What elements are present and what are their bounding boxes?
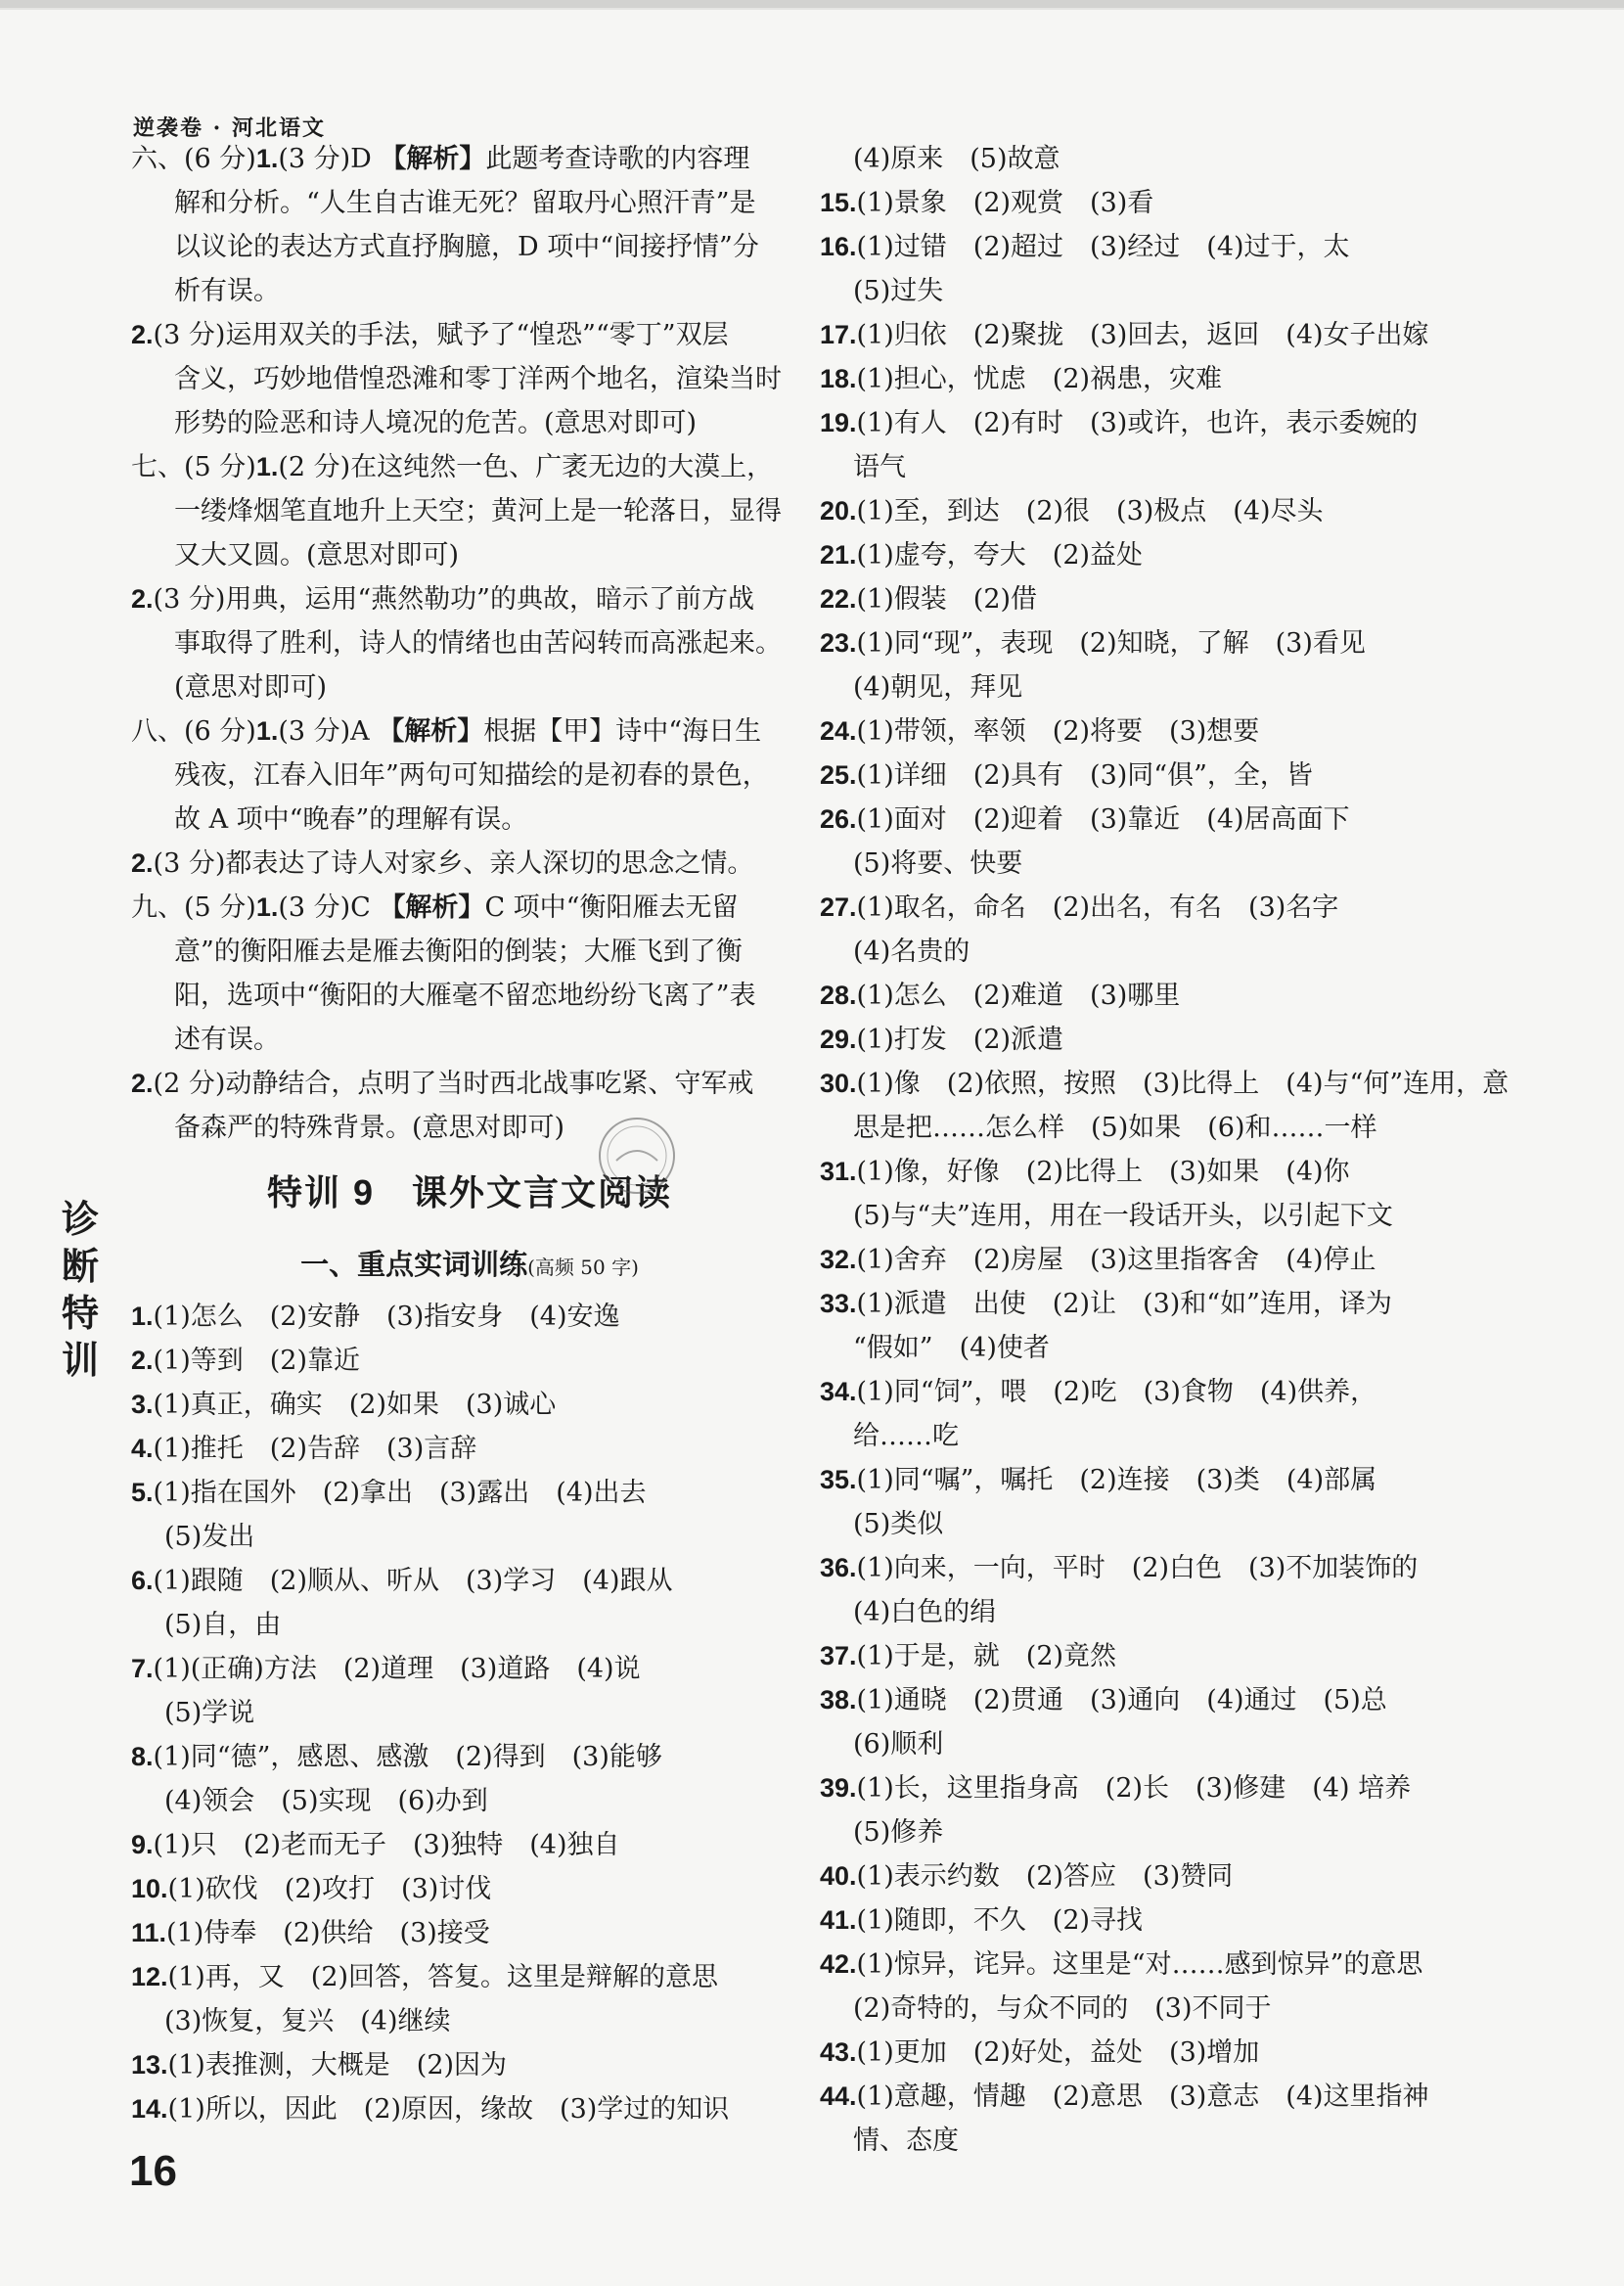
answer-text: 给……吃 (853, 1421, 959, 1451)
item-number: 23. (820, 628, 857, 658)
answer-line (820, 1722, 1495, 1766)
subtitle-text: 一、重点实词训练 (300, 1250, 528, 1281)
answer-line (820, 1062, 1510, 1106)
answer-text: (1)表示约数 (2)答应 (3)赞同 (856, 1861, 1234, 1892)
analysis-text: 此题考查诗歌的内容理 (485, 144, 750, 174)
item-number: 22. (820, 584, 857, 614)
item-number: 24. (820, 716, 857, 746)
answer-line (820, 1810, 1495, 1854)
item-number: 39. (820, 1773, 857, 1803)
answer-line (131, 1955, 808, 1999)
answer-text: (1)通晓 (2)贯通 (3)通向 (4)通过 (5)总 (856, 1685, 1387, 1715)
section-subtitle (131, 1236, 808, 1295)
item-number: 9. (131, 1830, 154, 1859)
running-header: 逆袭卷 · 河北语文 (133, 115, 326, 141)
answer-text: (1)怎么 (2)安静 (3)指安身 (4)安逸 (153, 1302, 620, 1332)
answer-line (131, 1062, 808, 1106)
answer-line (820, 1898, 1495, 1943)
answer-text: (1)过错 (2)超过 (3)经过 (4)过于，太 (856, 232, 1350, 262)
answer-line (820, 1106, 1495, 1150)
answer-text: (2 分)动静结合，点明了当时西北战事吃紧、守军戒 (153, 1069, 754, 1099)
answer-line (820, 445, 1495, 489)
answer-line (131, 1018, 808, 1062)
answer-line (820, 1766, 1495, 1810)
answer-line (820, 1987, 1495, 2031)
item-number: 1. (255, 452, 279, 481)
item-number: 37. (820, 1641, 857, 1670)
answer-text: 析有误。 (174, 276, 280, 306)
answer-line (820, 137, 1495, 181)
answer-line (820, 974, 1495, 1018)
answer-text: (1)更加 (2)好处，益处 (3)增加 (856, 2037, 1260, 2068)
item-number: 20. (820, 496, 857, 526)
answer-line (131, 1339, 808, 1383)
answer-text: 又大又圆。(意思对即可) (174, 540, 460, 571)
analysis-tag: 【解析】 (379, 892, 485, 923)
answer-line (820, 1326, 1495, 1370)
item-number: 34. (820, 1377, 857, 1406)
answer-text: (1)向来，一向，平时 (2)白色 (3)不加装饰的 (856, 1553, 1419, 1583)
item-number: 3. (131, 1390, 154, 1419)
answer-line (131, 1867, 808, 1911)
section-title: 特训 9 课外文言文阅读 (266, 1172, 673, 1212)
item-number: 13. (131, 2050, 168, 2080)
answer-line (131, 181, 808, 225)
side-tab (57, 1196, 104, 1384)
answer-text: (3)恢复，复兴 (4)继续 (164, 2006, 451, 2036)
answer-line (820, 1502, 1495, 1546)
answer-line (820, 225, 1495, 269)
answer-text: (4)白色的绢 (853, 1597, 997, 1627)
item-number: 36. (820, 1553, 857, 1582)
item-number: 28. (820, 981, 857, 1010)
answer-text: (1)(正确)方法 (2)道理 (3)道路 (4)说 (153, 1654, 641, 1684)
answer-line (131, 577, 808, 621)
answer-line (131, 1823, 808, 1867)
answer-line (131, 313, 808, 357)
answer-line (131, 2087, 808, 2131)
answer-text: (3 分)用典，运用“燕然勒功”的典故，暗示了前方战 (153, 584, 754, 615)
item-number: 2. (131, 1069, 154, 1098)
answer-text: 残夜，江春入旧年”两句可知描绘的是初春的景色， (174, 760, 769, 791)
answer-text: (1)怎么 (2)难道 (3)哪里 (856, 981, 1181, 1011)
answer-line (131, 798, 808, 842)
item-number: 11. (131, 1918, 167, 1947)
answer-line (131, 709, 808, 754)
answer-line (131, 665, 808, 709)
answer-text: 事取得了胜利，诗人的情绪也由苦闷转而高涨起来。 (174, 628, 782, 659)
item-number: 1. (255, 144, 279, 173)
answer-text: “假如” (4)使者 (853, 1333, 1050, 1363)
answer-line (131, 1427, 808, 1471)
answer-text: (4)领会 (5)实现 (6)办到 (164, 1786, 488, 1816)
answer-line (131, 489, 808, 533)
answer-line (820, 1590, 1495, 1634)
answer-text: (1)惊异，诧异。这里是“对……感到惊异”的意思 (856, 1949, 1423, 1980)
answer-text: (1)随即，不久 (2)寻找 (856, 1905, 1144, 1936)
answer-text: 备森严的特殊背景。(意思对即可) (174, 1113, 565, 1143)
answer-text: (5)与“夫”连用，用在一段话开头，以引起下文 (853, 1201, 1393, 1231)
answer-text: (5)将要、快要 (853, 848, 1023, 879)
answer-text: (1)只 (2)老而无子 (3)独特 (4)独自 (153, 1830, 620, 1860)
answer-line (131, 533, 808, 577)
answer-list-poetry (131, 137, 808, 1150)
answer-text: (1)详细 (2)具有 (3)同“俱”，全，皆 (856, 760, 1313, 791)
answer-line (820, 754, 1495, 798)
answer-text: (1)像 (2)依照，按照 (3)比得上 (4)与“何”连用，意 (856, 1069, 1510, 1099)
question-group-label: 六、(6 分) (131, 144, 256, 174)
answer-text: (1)担心，忧虑 (2)祸患，灾难 (856, 364, 1223, 394)
answer-line (820, 1370, 1495, 1414)
answer-text: 故 A 项中“晚春”的理解有误。 (174, 804, 528, 835)
item-number: 26. (820, 804, 857, 834)
answer-line (131, 1515, 808, 1559)
item-number: 44. (820, 2081, 857, 2111)
answer-text: 述有误。 (174, 1025, 280, 1055)
answer-line (820, 665, 1495, 709)
answer-text: (5)发出 (164, 1522, 255, 1552)
answer-line (820, 269, 1495, 313)
answer-line (131, 137, 808, 181)
answer-text: (1)等到 (2)靠近 (153, 1346, 361, 1376)
answer-line (820, 1634, 1495, 1678)
answer-text: (2 分)在这纯然一色、广袤无边的大漠上， (278, 452, 774, 482)
answer-line (820, 886, 1495, 930)
answer-line (820, 489, 1495, 533)
left-column (131, 137, 808, 2131)
answer-text: (6)顺利 (853, 1729, 944, 1760)
answer-line (131, 2043, 808, 2087)
answer-line (131, 1106, 808, 1150)
answer-text: (1)跟随 (2)顺从、听从 (3)学习 (4)跟从 (153, 1566, 673, 1596)
answer-line (131, 269, 808, 313)
item-number: 31. (820, 1157, 857, 1186)
answer-line (131, 621, 808, 665)
answer-text: (1)假装 (2)借 (856, 584, 1038, 615)
answer-line (131, 1559, 808, 1603)
item-number: 25. (820, 760, 857, 790)
answer-text: (1)景象 (2)观赏 (3)看 (856, 188, 1154, 218)
answer-text: (1)再，又 (2)回答，答复。这里是辩解的意思 (167, 1962, 719, 1992)
item-number: 16. (820, 232, 857, 261)
answer-text: (1)同“德”，感恩、感激 (2)得到 (3)能够 (153, 1742, 662, 1772)
answer-text: 以议论的表达方式直抒胸臆，D 项中“间接抒情”分 (174, 232, 759, 262)
answer-text: (1)所以，因此 (2)原因，缘故 (3)学过的知识 (167, 2094, 730, 2125)
item-number: 35. (820, 1465, 857, 1494)
answer-line (820, 1018, 1495, 1062)
item-number: 1. (255, 892, 279, 922)
item-number: 10. (131, 1874, 168, 1903)
answer-text: (3 分)都表达了诗人对家乡、亲人深切的思念之情。 (153, 848, 754, 879)
page-number: 16 (129, 2147, 177, 2195)
answer-text: (3 分)D (278, 144, 381, 174)
answer-line (131, 445, 808, 489)
answer-text: 情、态度 (853, 2126, 959, 2156)
answer-text: (1)推托 (2)告辞 (3)言辞 (153, 1434, 477, 1464)
answer-line (820, 1678, 1495, 1722)
answer-text: 解和分析。“人生自古谁无死？留取丹心照汗青”是 (174, 188, 756, 218)
answer-line (131, 1647, 808, 1691)
answer-line (131, 930, 808, 974)
answer-text: (1)面对 (2)迎着 (3)靠近 (4)居高面下 (856, 804, 1350, 835)
answer-line (131, 1295, 808, 1339)
answer-line (820, 621, 1495, 665)
answer-line (131, 1383, 808, 1427)
answer-line (820, 930, 1495, 974)
answer-text: (1)同“饲”，喂 (2)吃 (3)食物 (4)供养， (856, 1377, 1377, 1407)
answer-line (820, 2119, 1495, 2163)
answer-line (820, 1943, 1495, 1987)
answer-text: (1)归依 (2)聚拢 (3)回去，返回 (4)女子出嫁 (856, 320, 1429, 350)
answer-text: (5)学说 (164, 1698, 255, 1728)
answer-text: (1)表推测，大概是 (2)因为 (167, 2050, 508, 2080)
answer-line (131, 225, 808, 269)
answer-line (820, 401, 1495, 445)
analysis-tag: 【解析】 (380, 144, 486, 174)
answer-text: 思是把……怎么样 (5)如果 (6)和……一样 (853, 1113, 1377, 1143)
answer-line (820, 1546, 1495, 1590)
answer-text: (1)像，好像 (2)比得上 (3)如果 (4)你 (856, 1157, 1350, 1187)
answer-text: (3 分)运用双关的手法，赋予了“惶恐”“零丁”双层 (153, 320, 729, 350)
answer-text: 一缕烽烟笔直地升上天空；黄河上是一轮落日，显得 (174, 496, 782, 526)
answer-text: (1)打发 (2)派遣 (856, 1025, 1064, 1055)
answer-text: (1)虚夸，夸大 (2)益处 (856, 540, 1144, 571)
answer-text: (1)于是，就 (2)竟然 (856, 1641, 1117, 1671)
item-number: 40. (820, 1861, 857, 1891)
answer-text: (5)修养 (853, 1817, 944, 1848)
item-number: 43. (820, 2037, 857, 2067)
answer-line (820, 181, 1495, 225)
item-number: 1. (131, 1302, 154, 1331)
answer-text: (1)长，这里指身高 (2)长 (3)修建 (4) 培养 (856, 1773, 1412, 1804)
answer-text: (1)同“嘱”，嘱托 (2)连接 (3)类 (4)部属 (856, 1465, 1377, 1495)
question-group-label: 七、(5 分) (131, 452, 256, 482)
answer-text: 语气 (853, 452, 906, 482)
answer-text: (1)带领，率领 (2)将要 (3)想要 (856, 716, 1260, 747)
answer-line (820, 2031, 1495, 2075)
answer-line (131, 1735, 808, 1779)
answer-line (131, 1471, 808, 1515)
answer-text: 意”的衡阳雁去是雁去衡阳的倒装；大雁飞到了衡 (174, 937, 743, 967)
item-number: 4. (131, 1434, 154, 1463)
answer-text: (1)有人 (2)有时 (3)或许，也许，表示委婉的 (856, 408, 1419, 438)
item-number: 29. (820, 1025, 857, 1054)
answer-text: (1)舍弃 (2)房屋 (3)这里指客舍 (4)停止 (856, 1245, 1376, 1275)
item-number: 12. (131, 1962, 168, 1991)
item-number: 8. (131, 1742, 154, 1771)
answer-line (820, 1150, 1495, 1194)
item-number: 2. (131, 1346, 154, 1375)
answer-line (131, 754, 808, 798)
item-number: 38. (820, 1685, 857, 1714)
answer-text: (3 分)A (278, 716, 379, 747)
answer-line (820, 1282, 1495, 1326)
item-number: 30. (820, 1069, 857, 1098)
answer-line (820, 1238, 1495, 1282)
answer-line (131, 842, 808, 886)
item-number: 2. (131, 320, 154, 349)
side-tab-label: 诊断特训 (61, 1197, 99, 1382)
answer-text: (1)意趣，情趣 (2)意思 (3)意志 (4)这里指神 (856, 2081, 1429, 2112)
answer-line (131, 1911, 808, 1955)
answer-line (820, 1194, 1495, 1238)
answer-line (131, 401, 808, 445)
answer-line (820, 709, 1495, 754)
answer-list-vocab (131, 1295, 808, 2131)
answer-list-vocab-continued (820, 137, 1510, 2163)
answer-text: (4)朝见，拜见 (853, 672, 1023, 703)
answer-text: (1)侍奉 (2)供给 (3)接受 (166, 1918, 490, 1948)
answer-line (131, 1999, 808, 2043)
answer-line (131, 1779, 808, 1823)
right-column (820, 137, 1510, 2163)
answer-text: (1)真正，确实 (2)如果 (3)诚心 (153, 1390, 557, 1420)
item-number: 21. (820, 540, 857, 570)
answer-line (820, 1458, 1495, 1502)
answer-text: (意思对即可) (174, 672, 328, 703)
answer-text: (5)类似 (853, 1509, 944, 1539)
answer-line (131, 974, 808, 1018)
answer-line (820, 357, 1495, 401)
subtitle-note: (高频 50 字) (527, 1256, 639, 1279)
item-number: 42. (820, 1949, 857, 1979)
item-number: 5. (131, 1478, 154, 1507)
answer-text: 含义，巧妙地借惶恐滩和零丁洋两个地名，渲染当时 (174, 364, 782, 394)
answer-line (820, 2075, 1495, 2119)
item-number: 18. (820, 364, 857, 393)
item-number: 15. (820, 188, 857, 217)
watermark-seal-icon (595, 1114, 679, 1198)
answer-text: (1)至，到达 (2)很 (3)极点 (4)尽头 (856, 496, 1324, 526)
item-number: 27. (820, 892, 857, 922)
answer-text: (1)派遣 出使 (2)让 (3)和“如”连用，译为 (856, 1289, 1392, 1319)
answer-line (820, 1414, 1495, 1458)
answer-text: (5)自，由 (164, 1610, 282, 1640)
item-number: 41. (820, 1905, 857, 1935)
answer-line (131, 886, 808, 930)
analysis-tag: 【解析】 (378, 716, 484, 747)
answer-text: (1)同“现”，表现 (2)知晓，了解 (3)看见 (856, 628, 1366, 659)
item-number: 1. (255, 716, 279, 746)
answer-text: 形势的险恶和诗人境况的危苦。(意思对即可) (174, 408, 698, 438)
item-number: 19. (820, 408, 857, 437)
item-number: 17. (820, 320, 857, 349)
question-group-label: 八、(6 分) (131, 716, 256, 747)
answer-line (820, 1854, 1495, 1898)
item-number: 2. (131, 848, 154, 878)
question-group-label: 九、(5 分) (131, 892, 256, 923)
analysis-text: 根据【甲】诗中“海日生 (483, 716, 762, 747)
top-border-shadow (0, 8, 1624, 10)
answer-text: (5)过失 (853, 276, 944, 306)
answer-line (131, 1603, 808, 1647)
answer-text: (4)名贵的 (853, 937, 970, 967)
answer-text: (1)取名，命名 (2)出名，有名 (3)名字 (856, 892, 1339, 923)
answer-line (820, 533, 1495, 577)
answer-text: (4)原来 (5)故意 (853, 144, 1060, 174)
answer-line (820, 313, 1495, 357)
answer-line (820, 842, 1495, 886)
answer-text: (2)奇特的，与众不同的 (3)不同于 (853, 1993, 1272, 2024)
answer-text: (1)砍伐 (2)攻打 (3)讨伐 (167, 1874, 492, 1904)
item-number: 2. (131, 584, 154, 614)
answer-text: (3 分)C (278, 892, 380, 923)
top-border (0, 0, 1624, 8)
answer-line (131, 357, 808, 401)
answer-line (820, 577, 1495, 621)
answer-text: (1)指在国外 (2)拿出 (3)露出 (4)出去 (153, 1478, 647, 1508)
item-number: 14. (131, 2094, 168, 2124)
item-number: 33. (820, 1289, 857, 1318)
answer-text: 阳，选项中“衡阳的大雁毫不留恋地纷纷飞离了”表 (174, 981, 756, 1011)
item-number: 7. (131, 1654, 154, 1683)
answer-line (131, 1691, 808, 1735)
item-number: 32. (820, 1245, 857, 1274)
item-number: 6. (131, 1566, 154, 1595)
answer-line (820, 798, 1495, 842)
analysis-text: C 项中“衡阳雁去无留 (484, 892, 739, 923)
